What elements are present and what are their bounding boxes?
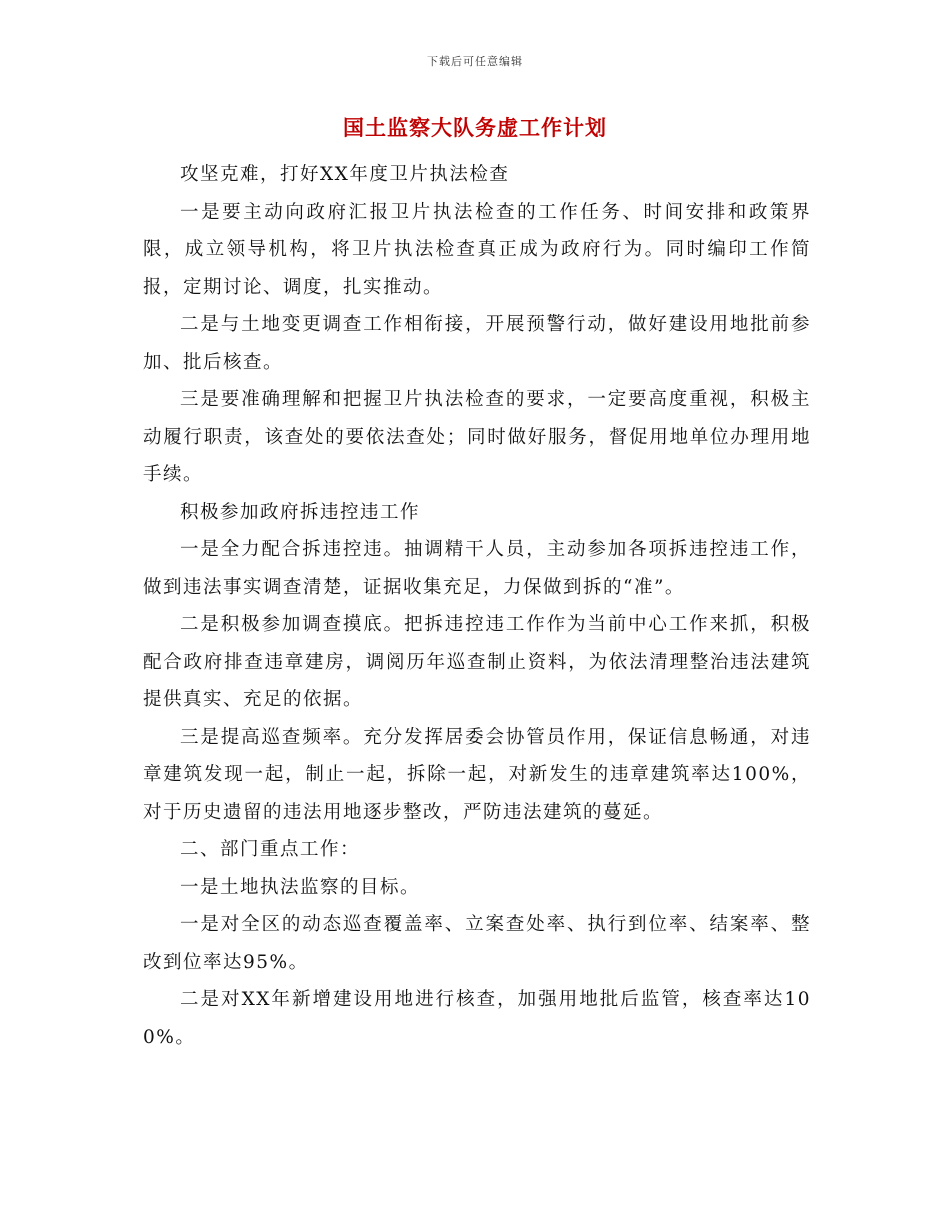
document-title: 国土监察大队务虚工作计划 <box>343 116 607 140</box>
paragraph-heading-key-work: 二、部门重点工作： <box>180 839 361 860</box>
paragraph-item: 二是积极参加调查摸底。把拆违控违工作作为当前中心工作来抓，积极配合政府排查违章建房，调阅历年巡查制止资料，为依法清理整治违法建筑提供真实、充足的依据。 <box>143 614 811 710</box>
paragraph-heading-demolition: 积极参加政府拆违控违工作 <box>180 501 421 523</box>
paragraph-item: 一是对全区的动态巡查覆盖率、立案查处率、执行到位率、结案率、整改到位率达95%。 <box>143 914 811 973</box>
paragraph-item: 三是要准确理解和把握卫片执法检查的要求，一定要高度重视，积极主动履行职责，该查处的要依法查处；同时做好服务，督促用地单位办理用地手续。 <box>143 389 811 485</box>
page-header-note: 下载后可任意编辑 <box>427 55 523 68</box>
paragraph-item: 三是提高巡查频率。充分发挥居委会协管员作用，保证信息畅通，对违章建筑发现一起，制止一起，拆除一起，对新发生的违章建筑率达100%，对于历史遗留的违法用地逐步整改，严防违法建筑的蔓延。 <box>143 726 811 823</box>
paragraph-item: 二是对XX年新增建设用地进行核查，加强用地批后监管，核查率达100%。 <box>143 989 811 1048</box>
paragraph-item: 一是全力配合拆违控违。抽调精干人员，主动参加各项拆违控违工作，做到违法事实调查清楚，证据收集充足，力保做到拆的“准”。 <box>143 539 811 598</box>
document-body <box>143 156 811 1056</box>
paragraph-item: 一是要主动向政府汇报卫片执法检查的工作任务、时间安排和政策界限，成立领导机构，将卫片执法检查真正成为政府行为。同时编印工作简报，定期讨论、调度，扎实推动。 <box>143 201 811 298</box>
paragraph-heading-satellite-inspection: 攻坚克难，打好XX年度卫片执法检查 <box>180 164 510 185</box>
paragraph-item: 一是土地执法监察的目标。 <box>180 876 421 898</box>
paragraph-item: 二是与土地变更调查工作相衔接，开展预警行动，做好建设用地批前参加、批后核查。 <box>143 314 811 373</box>
